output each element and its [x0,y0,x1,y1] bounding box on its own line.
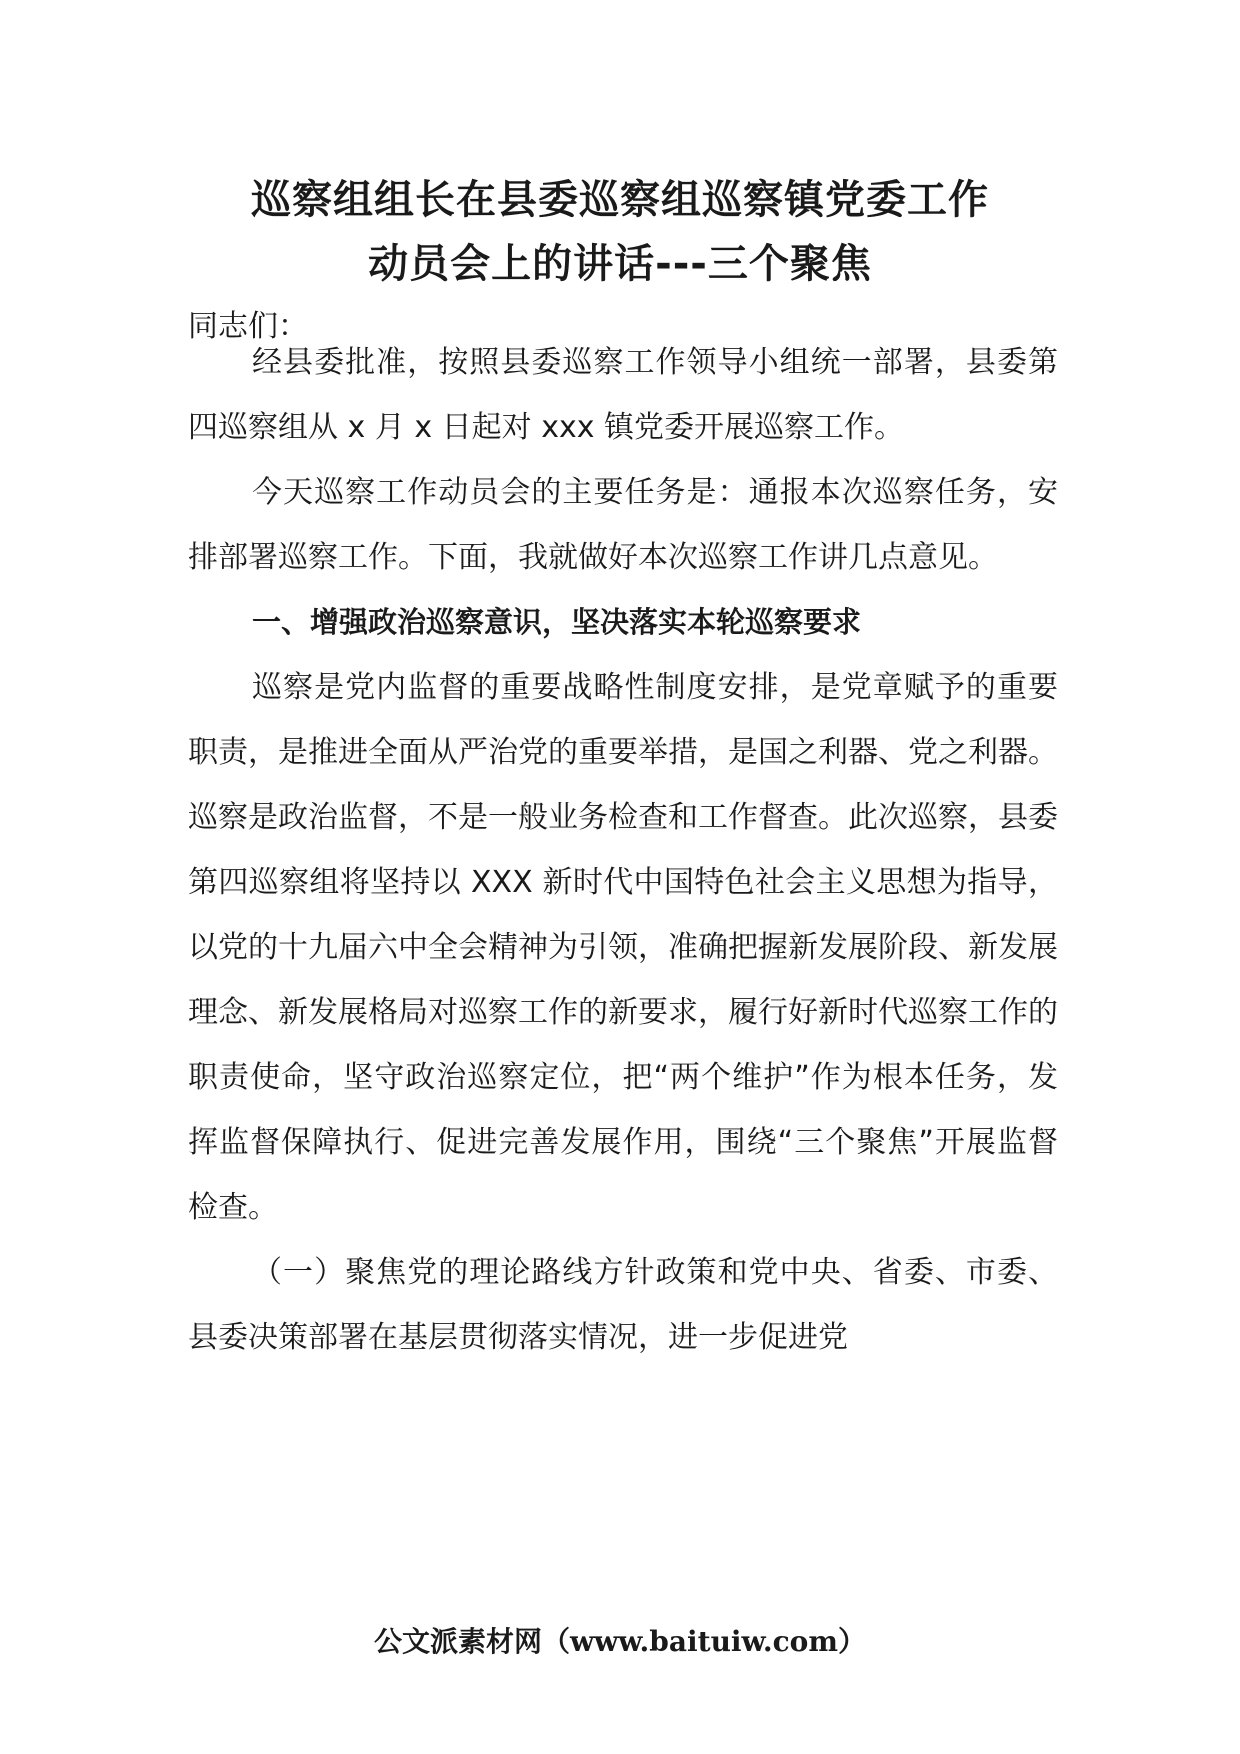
section-heading-1: 一、增强政治巡察意识，坚决落实本轮巡察要求 [252,605,862,639]
title-line-1: 巡察组组长在县委巡察组巡察镇党委工作 [251,177,989,223]
paragraph-intro: 经县委批准，按照县委巡察工作领导小组统一部署，县委第四巡察组从 x 月 x 日起对 xxx 镇党委开展巡察工作。 [188,345,1058,445]
title-line-2: 动员会上的讲话---三个聚焦 [368,241,872,287]
footer-watermark: 公文派素材网（www.baituiw.com） [374,1625,866,1658]
document-body [188,330,1058,1370]
paragraph-section-1: 巡察是党内监督的重要战略性制度安排，是党章赋予的重要职责，是推进全面从严治党的重要举措，是国之利器、党之利器。巡察是政治监督，不是一般业务检查和工作督查。此次巡察，县委第四巡察组将坚持以 XXX 新时代中国特色社会主义思想为指导，以党的十九届六中全会精神为引领，准确把握新发展阶段、新发展理念、新发展格局对巡察工作的新要求，履行好新时代巡察工作的职责使命，坚守政治巡察定位，把“两个维护”作为根本任务，发挥监督保障执行、促进完善发展作用，围绕“三个聚焦”开展监督检查。 [188,670,1058,1225]
paragraph-subsection-1: （一）聚焦党的理论路线方针政策和党中央、省委、市委、县委决策部署在基层贯彻落实情况，进一步促进党 [188,1255,1058,1355]
salutation: 同志们： [188,309,308,344]
document-title [190,168,1050,296]
paragraph-task: 今天巡察工作动员会的主要任务是：通报本次巡察任务，安排部署巡察工作。下面，我就做好本次巡察工作讲几点意见。 [188,475,1058,575]
